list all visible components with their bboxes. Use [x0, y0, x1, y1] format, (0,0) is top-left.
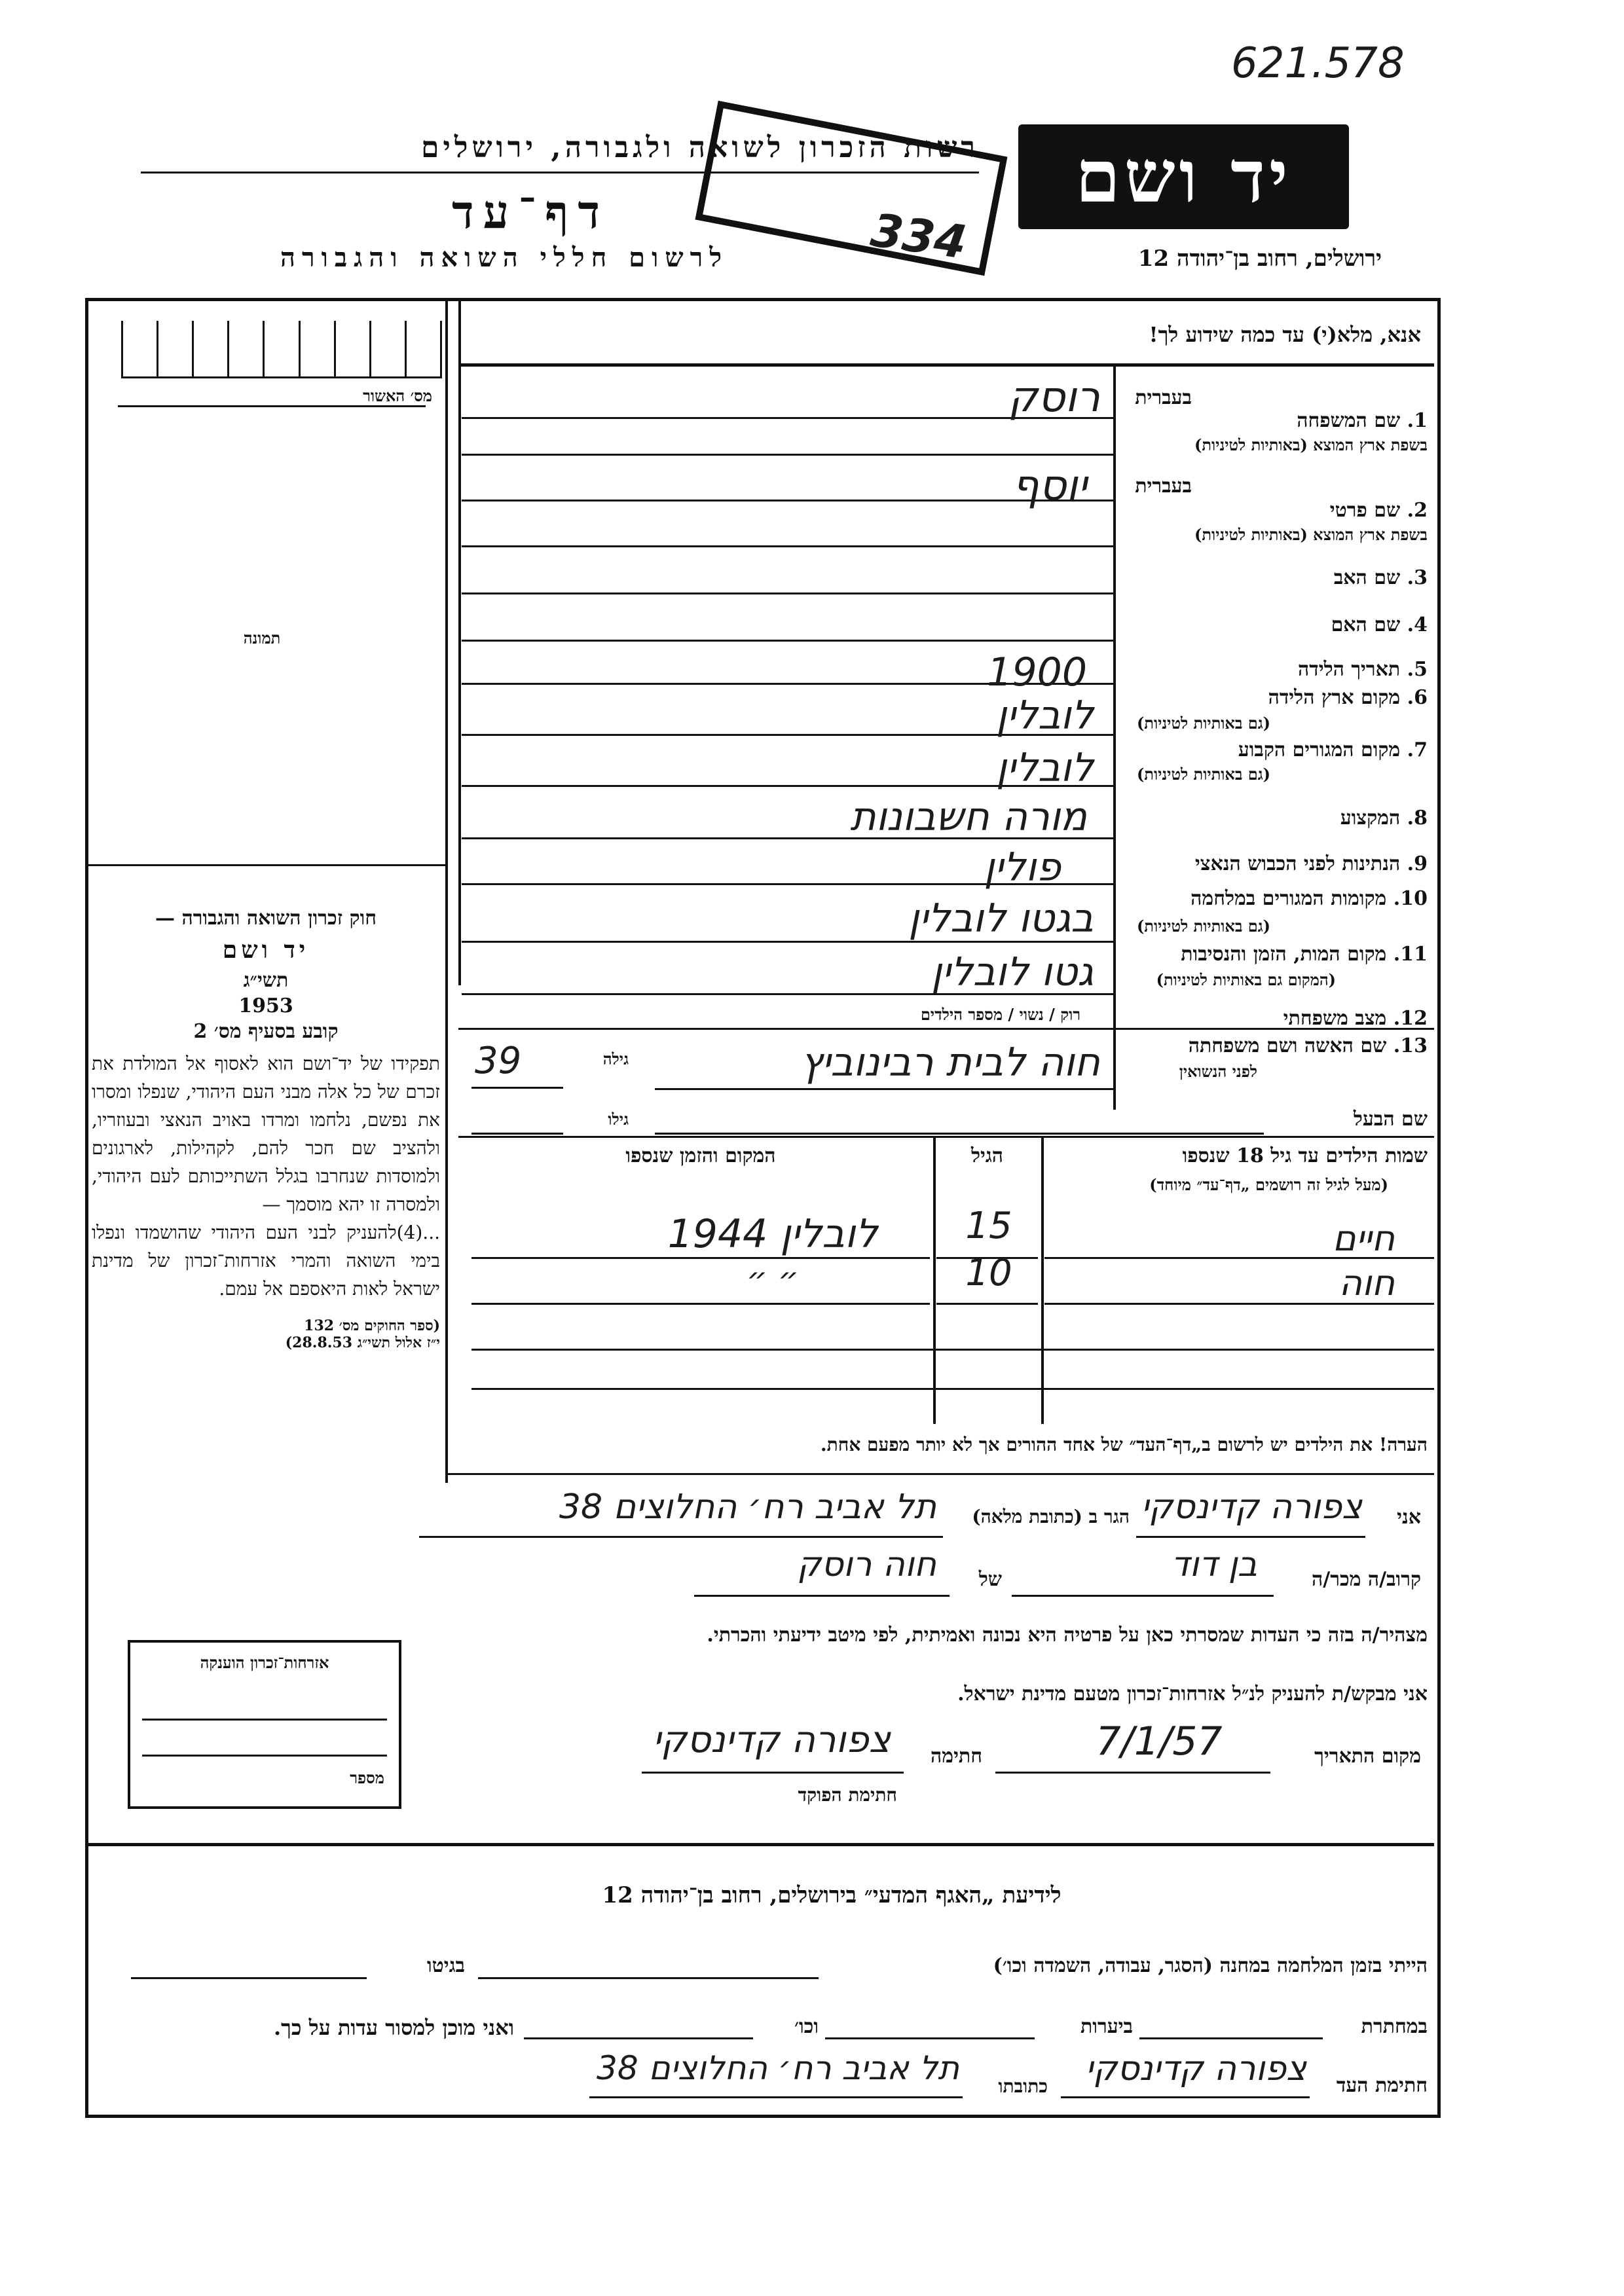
field7-name: מקום המגורים הקבוע: [1238, 738, 1401, 761]
field5-value[interactable]: 1900: [987, 649, 1087, 695]
law-block: [92, 907, 440, 1351]
yad-vashem-logo: [1018, 124, 1349, 229]
field12-label: [1231, 1007, 1428, 1030]
field10-note: (גם באותיות לטיניות): [1136, 917, 1270, 936]
relation-label: קרוב/ה מכר/ה: [1312, 1568, 1421, 1591]
field10-name: מקומות המגורים במלחמה: [1190, 887, 1387, 910]
footer-line1: הייתי בזמן המלחמה במחנה (הסגר, עבודה, השמדה וכו׳): [993, 1954, 1428, 1977]
husband-age-label: גילו: [608, 1110, 629, 1129]
citizenship-certificate-box: [128, 1640, 401, 1809]
child1-place[interactable]: לובלין 1944: [667, 1211, 878, 1257]
field6-name: מקום ארץ הלידה: [1268, 686, 1401, 709]
child2-name[interactable]: חוה: [1338, 1262, 1395, 1303]
field6-value[interactable]: לובלין: [995, 693, 1094, 738]
date-value[interactable]: 7/1/57: [1096, 1719, 1223, 1764]
field9-label: [1113, 852, 1428, 875]
husband-age-line[interactable]: [471, 1100, 563, 1135]
field12-rule: [458, 1028, 1434, 1030]
form-subtitle: לרשום חללי השואה והגבורה: [280, 242, 729, 273]
field11-value[interactable]: גטו לובלין: [931, 949, 1094, 995]
wife-age-value[interactable]: 39: [475, 1040, 522, 1082]
declarant-name[interactable]: צפורה קדינסקי: [1141, 1487, 1362, 1527]
field1-lang-label: בעברית: [1135, 386, 1192, 409]
field13-value[interactable]: חוה לבית רבינוביץ: [800, 1040, 1100, 1085]
certificate-label: מס׳ האשור: [363, 386, 432, 405]
underground-label: במחתרת: [1361, 2015, 1428, 2038]
field3-number: 3.: [1407, 566, 1428, 589]
footer-separator: [85, 1843, 1434, 1846]
field7-note: (גם באותיות לטיניות): [1136, 765, 1270, 784]
request-text: אני מבקש/ת להעניק לנ״ל אזרחות־זכרון מטעם מדינת ישראל.: [957, 1683, 1428, 1705]
field5-label: [1231, 658, 1428, 681]
field1-number: 1.: [1407, 409, 1428, 432]
field6-label: [1231, 686, 1428, 709]
children-row3[interactable]: [471, 1303, 1434, 1351]
field2-value[interactable]: יוסף: [1012, 462, 1087, 510]
children-place-header: המקום והזמן שנספו: [625, 1144, 776, 1167]
photo-bottom-rule: [88, 864, 445, 866]
field10-label: [1113, 887, 1428, 910]
signature-label: חתימה: [931, 1745, 982, 1768]
field1-foreign-label: בשפת ארץ המוצא (באותיות לטיניות): [1194, 435, 1428, 454]
note-rule: [445, 1473, 1434, 1475]
of-value[interactable]: חוה רוסק: [797, 1545, 936, 1584]
field7-number: 7.: [1407, 738, 1428, 761]
etc-line[interactable]: [524, 1997, 753, 2039]
underground-line[interactable]: [1139, 1997, 1323, 2039]
forests-line[interactable]: [825, 1997, 1035, 2039]
wife-age-label: גילה: [602, 1049, 629, 1068]
field8-number: 8.: [1407, 807, 1428, 829]
field1-foreign-line[interactable]: [462, 417, 1113, 456]
law-year-hebrew: תשי״ג: [243, 969, 289, 992]
field2-lang-label: בעברית: [1135, 475, 1192, 498]
law-text: תפקידו של יד־ושם הוא לאסוף אל המולדת את זכרם של כל אלה מבני העם היהודי, שנפלו ומסרו את נפשם, נלחמו ומרדו באויב הנאצי ובעוזריו, ולהציב שם חכר להם, לקהילות, לארגונים ולמוסדות שנחרבו בגלל השתייכותם לעם היהודי, ולמסרה זו יהא מוסמך —: [92, 1053, 440, 1215]
husband-rule: [458, 1136, 1434, 1138]
children-title-note: (מעל לגיל זה רושמים „דף־עד״ מיוחד): [1149, 1175, 1388, 1194]
child2-age[interactable]: 10: [965, 1252, 1012, 1294]
field5-name: תאריך הלידה: [1298, 658, 1401, 681]
law-clause: ...(4)להעניק לבני העם היהודי שהושמדו ונפלו בימי השואה והמרי אזרחות־זכרון של מדינת ישראל לאות היאספם אל עמם.: [92, 1222, 440, 1300]
field8-label: [1231, 807, 1428, 829]
statement-text: מצהיר/ה בזה כי העדות שמסרתי כאן על פרטיה היא נכונה ואמיתית, לפי מיטב ידיעתי והכרתי.: [707, 1624, 1428, 1647]
field3-line[interactable]: [462, 545, 1113, 594]
officer-signature-label: חתימת הפוקד: [798, 1784, 897, 1806]
certificate-box-number-label: מספר: [350, 1768, 384, 1787]
field11-note: (המקום גם באותיות לטיניות): [1156, 970, 1336, 989]
left-column-divider: [445, 298, 448, 1483]
field13-name: שם האשה ושם משפחתה: [1188, 1034, 1387, 1057]
field3-label: [1231, 566, 1428, 589]
children-row4[interactable]: [471, 1349, 1434, 1390]
certificate-box-title: אזרחות־זכרון הוענקה: [200, 1653, 329, 1672]
logo-text: יד ושם: [1075, 134, 1292, 219]
forests-label: ביערות: [1080, 2015, 1133, 2038]
field7-value[interactable]: לובלין: [995, 745, 1094, 791]
field13-number: 13.: [1393, 1034, 1428, 1057]
relation-value[interactable]: בן דוד: [1171, 1545, 1257, 1584]
field13-note: לפני הנשואין: [1179, 1062, 1257, 1081]
footer-title: לידיעת „האגף המדעי״ בירושלים, רחוב בן־יהודה 12: [602, 1882, 1061, 1908]
marital-status-options[interactable]: רוק / נשוי / מספר הילדים: [920, 1005, 1080, 1024]
footer-line2-end: ואני מוכן למסור עדות על כך.: [273, 2015, 514, 2040]
child1-age[interactable]: 15: [965, 1205, 1012, 1247]
declarant-i-label: אני: [1397, 1506, 1421, 1529]
law-name: יד ושם: [222, 936, 310, 964]
field12-name: מצב משפחתי: [1283, 1007, 1387, 1030]
ghetto-line[interactable]: [131, 1938, 367, 1979]
field4-label: [1231, 613, 1428, 636]
field12-number: 12.: [1393, 1007, 1428, 1030]
field11-number: 11.: [1393, 943, 1428, 966]
place-date-label: מקום התאריך: [1314, 1745, 1421, 1768]
field2-foreign-line[interactable]: [462, 500, 1113, 547]
camp-line[interactable]: [478, 1938, 819, 1979]
stamp-number: 334: [868, 203, 970, 270]
field8-value[interactable]: מורה חשבונות: [850, 794, 1087, 840]
field5-number: 5.: [1407, 658, 1428, 681]
field3-name: שם האב: [1333, 566, 1401, 589]
field9-name: הנתינות לפני הכבוש הנאצי: [1194, 852, 1401, 875]
field9-number: 9.: [1407, 852, 1428, 875]
field2-number: 2.: [1407, 499, 1428, 522]
label-column-divider: [1113, 363, 1116, 1110]
witness-address[interactable]: תל אביב רח׳ החלוצים 38: [597, 2049, 959, 2087]
husband-line[interactable]: [655, 1100, 1264, 1135]
certificate-number-ticks: [121, 321, 442, 378]
children-age-header: הגיל: [970, 1144, 1004, 1167]
field1-label: [1231, 409, 1428, 432]
instruction-text: אנא, מלא(י) עד כמה שידוע לך!: [1149, 322, 1421, 347]
field1-value[interactable]: רוסק: [1008, 373, 1100, 422]
field7-label: [1192, 738, 1428, 761]
law-title: חוק זכרון השואה והגבורה —: [155, 907, 377, 930]
child2-place[interactable]: ״ ״: [746, 1260, 800, 1298]
field2-name: שם פרטי: [1329, 499, 1401, 522]
field2-label: [1231, 499, 1428, 522]
child1-name[interactable]: חיים: [1332, 1218, 1395, 1259]
witness-label: חתימת העד: [1336, 2074, 1428, 2097]
address-text: ירושלים, רחוב בן־יהודה 12: [1137, 246, 1382, 272]
instruction-rule: [458, 363, 1434, 367]
resides-label: הגר ב (כתובת מלאה): [972, 1506, 1130, 1527]
gazette-date: י״ז אלול תשי״ג 28.8.53): [285, 1334, 440, 1351]
signature-value[interactable]: צפורה קדינסקי: [652, 1719, 891, 1761]
children-note: הערה! את הילדים יש לרשום ב„דף־העד״ של אחד ההורים אך לא יותר מפעם אחת.: [820, 1434, 1428, 1455]
witness-name[interactable]: צפורה קדינסקי: [1085, 2049, 1306, 2088]
field4-line[interactable]: [462, 592, 1113, 642]
husband-label: שם הבעל: [1353, 1108, 1428, 1131]
etc-label: וכו׳: [794, 2015, 819, 2038]
law-year: 1953: [238, 994, 293, 1017]
of-label: של: [978, 1568, 1002, 1591]
certificate-box-line2[interactable]: [142, 1721, 387, 1757]
authority-name: רשות הזכרון לשואה ולגבורה, ירושלים: [420, 131, 979, 164]
field13-label: [1126, 1034, 1428, 1057]
field8-name: המקצוע: [1340, 807, 1401, 829]
form-title: דף־עד: [451, 185, 609, 239]
field1-name: שם המשפחה: [1297, 409, 1401, 432]
field11-name: מקום המות, הזמן והנסיבות: [1181, 943, 1387, 966]
witness-address-label: כתובתו: [998, 2075, 1048, 2097]
photo-label: תמונה: [243, 629, 281, 647]
field6-note: (גם באותיות לטיניות): [1136, 714, 1270, 733]
field11-label: [1113, 943, 1428, 966]
field10-number: 10.: [1393, 887, 1428, 910]
field9-value[interactable]: פולין: [984, 845, 1061, 890]
field4-name: שם האם: [1331, 613, 1401, 636]
ghetto-label: בגיטו: [426, 1954, 465, 1977]
archive-number: 621.578: [1231, 39, 1405, 88]
field6-number: 6.: [1407, 686, 1428, 709]
declarant-address[interactable]: תל אביב רח׳ החלוצים 38: [559, 1487, 936, 1527]
field2-foreign-label: בשפת ארץ המוצא (באותיות לטיניות): [1194, 525, 1428, 544]
field4-number: 4.: [1407, 613, 1428, 636]
field10-value[interactable]: בגטו לובלין: [908, 896, 1094, 941]
children-title: שמות הילדים עד גיל 18 שנספו: [1182, 1144, 1428, 1167]
law-section: קובע בסעיף מס׳ 2: [193, 1020, 339, 1043]
gazette: (ספר החוקים מס׳ 132: [304, 1317, 440, 1334]
left-column-divider-inner: [458, 298, 461, 985]
certificate-box-line1[interactable]: [142, 1687, 387, 1721]
